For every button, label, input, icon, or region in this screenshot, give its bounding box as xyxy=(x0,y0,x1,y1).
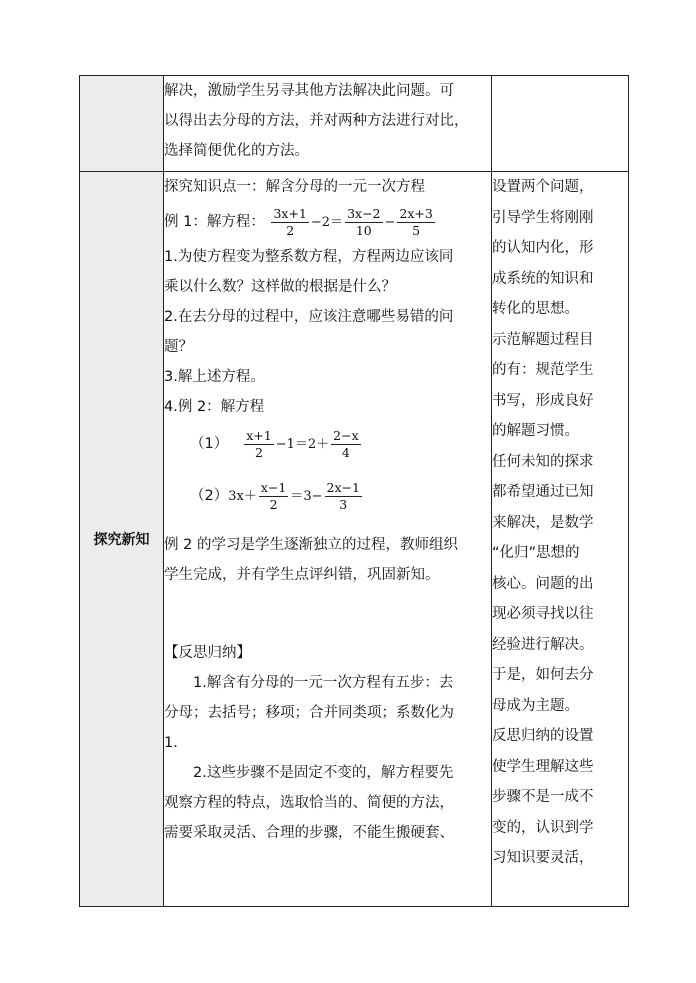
reflect-2-b: 观察方程的特点，选取恰当的、简便的方法， xyxy=(164,795,454,811)
teaching-note-line: 书写，形成良好 xyxy=(492,392,594,409)
teaching-note-line: 习知识要灵活， xyxy=(492,850,594,866)
teaching-note-line: 成系统的知识和 xyxy=(492,270,594,287)
row1-line-1: 解决，激励学生另寻其他方法解决此问题。可 xyxy=(164,83,454,99)
reflect-title: 【反思归纳】 xyxy=(164,645,251,661)
row2-content-cell xyxy=(164,172,492,907)
reflect-2-a: 2.这些步骤不是固定不变的，解方程要先 xyxy=(193,765,454,781)
row2-label-cell xyxy=(80,172,164,907)
row2-notes-cell xyxy=(492,172,629,907)
example-1: 例 1：解方程： $\frac{3x+1}{2}$ −2＝ $\frac{3x-2}{10}$ − $\frac{2x+3}{5}$ xyxy=(164,205,433,238)
teaching-note-line: 母成为主题。 xyxy=(492,697,579,714)
table-row-2 xyxy=(80,172,629,907)
teaching-note-line: 示范解题过程目 xyxy=(492,331,594,348)
reflect-1-a: 1.解含有分母的一元一次方程有五步：去 xyxy=(193,675,454,691)
question-1-b: 乘以什么数？这样做的根据是什么？ xyxy=(164,279,396,295)
section-label: 探究新知 xyxy=(93,532,150,548)
fraction: $\frac{2-x}{4}$ xyxy=(333,427,359,460)
teaching-note-line: 的有：规范学生 xyxy=(492,362,594,378)
teaching-note-line: 引导学生将刚刚 xyxy=(492,209,594,226)
question-3: 3.解上述方程。 xyxy=(164,369,265,385)
teaching-note-line: 转化的思想。 xyxy=(492,301,579,317)
teaching-note-line: 设置两个问题， xyxy=(492,179,594,195)
row1-line-3: 选择简便优化的方法。 xyxy=(164,143,309,159)
fraction: $\frac{2x-1}{3}$ xyxy=(326,479,360,512)
teaching-note-line: “化归”思想的 xyxy=(492,545,580,561)
question-1-a: 1.为使方程变为整系数方程，方程两边应该同 xyxy=(164,249,454,265)
section-heading: 探究知识点一：解含分母的一元一次方程 xyxy=(164,179,425,195)
fraction: $\frac{2x+3}{5}$ xyxy=(399,205,433,238)
teaching-note-line: 现必须寻找以往 xyxy=(492,606,594,622)
teaching-note-line: 都希望通过已知 xyxy=(492,484,594,500)
row1-label-cell xyxy=(80,76,164,172)
teaching-note-line: 变的，认识到学 xyxy=(492,819,594,836)
teaching-note-line: 经验进行解决。 xyxy=(492,636,594,653)
question-4: 4.例 2：解方程 xyxy=(164,399,265,415)
reflect-1-c: 1. xyxy=(164,735,178,751)
question-2-b: 题？ xyxy=(164,339,193,355)
reflect-1-b: 分母；去括号；移项；合并同类项；系数化为 xyxy=(164,705,454,721)
teaching-note-line: 反思归纳的设置 xyxy=(492,728,594,744)
teaching-note-line: 步骤不是一成不 xyxy=(492,789,594,805)
row1-notes-cell xyxy=(492,76,629,172)
row1-content-cell xyxy=(164,76,492,172)
teaching-notes xyxy=(492,172,628,874)
note-line-2: 学生完成，并有学生点评纠错，巩固新知。 xyxy=(164,567,440,583)
question-2-a: 2.在去分母的过程中，应该注意哪些易错的问 xyxy=(164,309,454,325)
table-row-1 xyxy=(80,76,629,172)
equation-1: （1） $\frac{x+1}{2}$ −1＝2＋ $\frac{2-x}{4}$ xyxy=(190,427,359,460)
fraction: $\frac{3x-2}{10}$ xyxy=(347,205,381,238)
lesson-plan-table xyxy=(79,75,629,907)
teaching-note-line: 来解决，是数学 xyxy=(492,514,594,531)
teaching-note-line: 核心。问题的出 xyxy=(492,575,594,592)
teaching-note-line: 的解题习惯。 xyxy=(492,423,579,439)
fraction: $\frac{x-1}{2}$ xyxy=(260,479,287,512)
note-line-1: 例 2 的学习是学生逐渐独立的过程，教师组织 xyxy=(164,537,458,553)
reflect-2-c: 需要采取灵活、合理的步骤，不能生搬硬套、 xyxy=(164,825,454,841)
teaching-note-line: 的认知内化，形 xyxy=(492,240,594,256)
teaching-note-line: 任何未知的探求 xyxy=(492,453,594,470)
row1-line-2: 以得出去分母的方法，并对两种方法进行对比， xyxy=(164,113,469,129)
fraction: $\frac{x+1}{2}$ xyxy=(246,427,272,460)
teaching-note-line: 使学生理解这些 xyxy=(492,758,594,775)
fraction: $\frac{3x+1}{2}$ xyxy=(273,205,307,238)
equation-2: （2）3x＋ $\frac{x-1}{2}$ ＝3− $\frac{2x-1}{3}$ xyxy=(190,479,360,512)
teaching-note-line: 于是，如何去分 xyxy=(492,667,594,683)
